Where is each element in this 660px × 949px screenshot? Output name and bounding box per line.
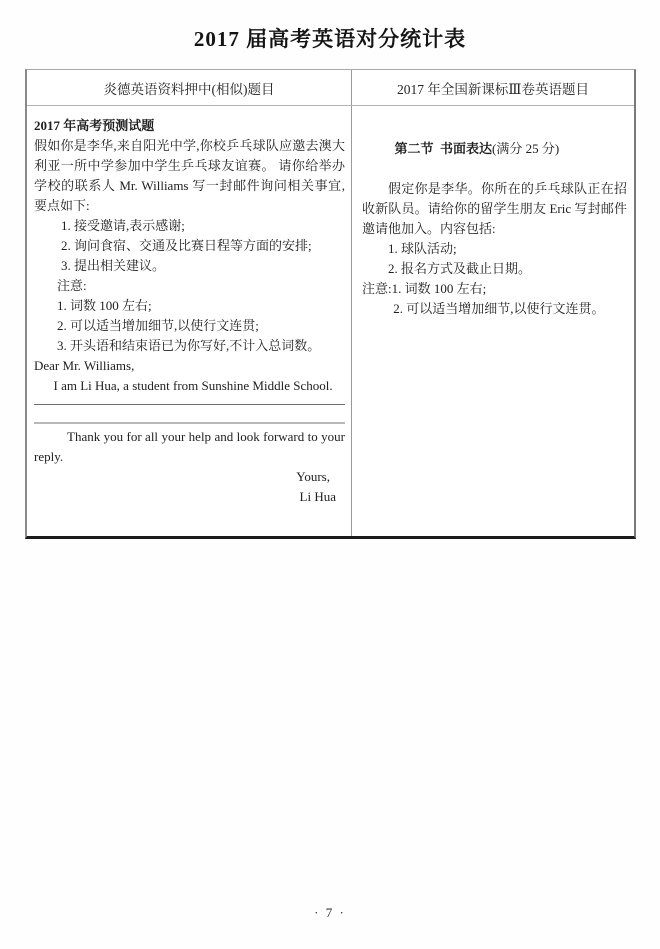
left-point-2: 2. 询问食宿、交通及比赛日程等方面的安排; <box>61 238 312 253</box>
comparison-table <box>25 69 636 539</box>
writing-blank-line-1 <box>34 404 345 405</box>
cell-predicted-question <box>27 106 352 536</box>
left-note-2: 2. 可以适当增加细节,以使行文连贯; <box>57 318 259 333</box>
right-note-2: 2. 可以适当增加细节,以使行文连贯。 <box>393 301 605 316</box>
letter-closing-body: Thank you for all your help and look forward to your reply. <box>34 429 349 464</box>
writing-blank-line-2 <box>34 422 345 424</box>
header-cell-yande-questions: 炎德英语资料押中(相似)题目 <box>27 70 352 105</box>
table-body-row <box>27 106 634 536</box>
header-cell-national-exam-questions: 2017 年全国新课标Ⅲ卷英语题目 <box>397 81 589 97</box>
right-intro-paragraph: 假定你是李华。你所在的乒乓球队正在招收新队员。请给你的留学生朋友 Eric 写封邮件邀请他加入。内容包括: <box>362 181 627 236</box>
page-title: 2017 届高考英语对分统计表 <box>193 27 467 51</box>
page-number: · 7 · <box>314 905 346 920</box>
left-note-1: 1. 词数 100 左右; <box>57 298 152 313</box>
table-header-row <box>27 70 634 106</box>
cell-actual-exam-question <box>352 106 634 536</box>
right-section-title: 第二节 书面表达 <box>394 141 493 156</box>
right-point-1: 1. 球队活动; <box>388 241 457 256</box>
left-heading: 2017 年高考预测试题 <box>34 118 155 133</box>
right-point-2: 2. 报名方式及截止日期。 <box>388 261 532 276</box>
left-note-3: 3. 开头语和结束语已为你写好,不计入总词数。 <box>57 338 321 353</box>
letter-opening-line: I am Li Hua, a student from Sunshine Middle School. <box>34 378 333 393</box>
right-section-score: (满分 25 分) <box>492 141 560 156</box>
letter-closing-yours: Yours, <box>296 469 330 484</box>
left-notes-label: 注意: <box>57 278 87 293</box>
left-point-3: 3. 提出相关建议。 <box>61 258 166 273</box>
letter-salutation: Dear Mr. Williams, <box>34 358 135 373</box>
left-point-1: 1. 接受邀请,表示感谢; <box>61 218 185 233</box>
right-section-heading-line <box>362 119 627 179</box>
left-intro-paragraph: 假如你是李华,来自阳光中学,你校乒乓球队应邀去澳大利亚一所中学参加中学生乒乓球友谊赛。 请你给举办学校的联系人 Mr. Williams 写一封邮件询问相关事宜,要点如下: <box>34 138 345 213</box>
right-note-1: 注意:1. 词数 100 左右; <box>362 281 487 296</box>
letter-closing-name: Li Hua <box>299 489 336 504</box>
